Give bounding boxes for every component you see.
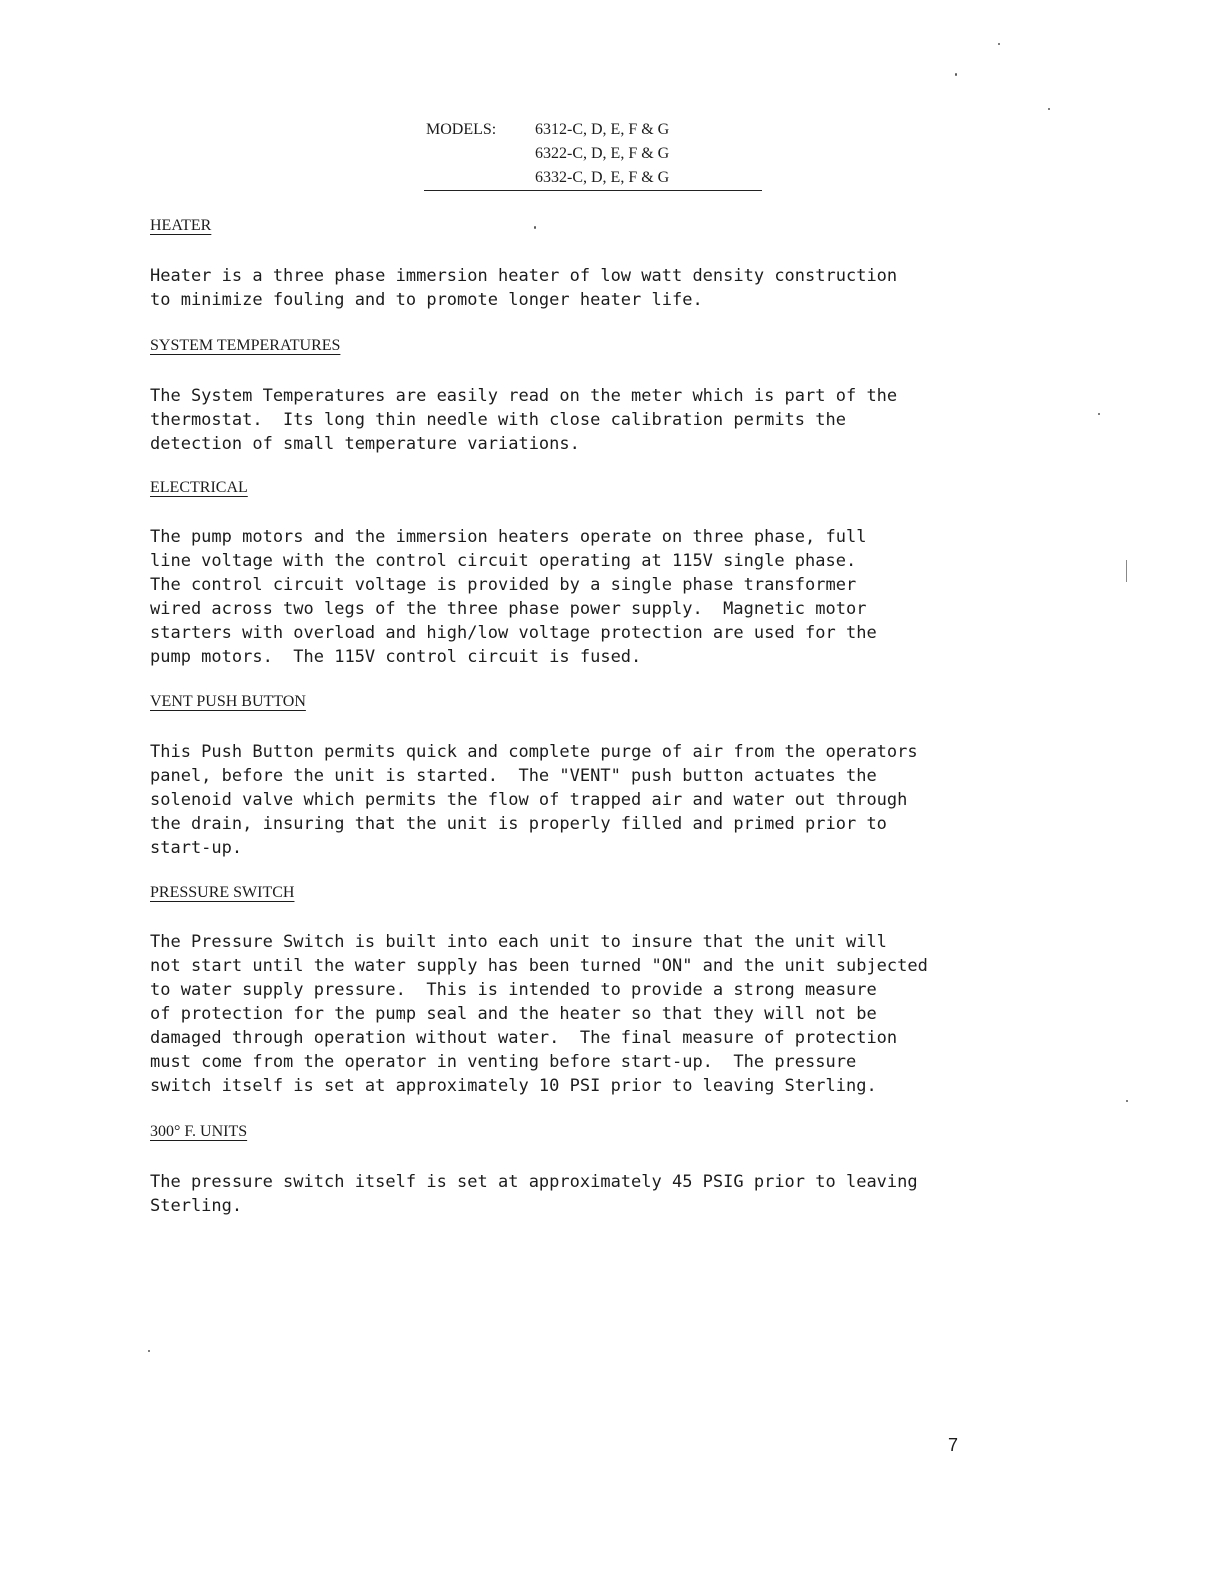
body-line: must come from the operator in venting before start-up. The pressure	[150, 1052, 857, 1072]
body-line: solenoid valve which permits the flow of trapped air and water out through	[150, 790, 908, 810]
body-line: Heater is a three phase immersion heater of low watt density construction	[150, 266, 898, 286]
models-row	[426, 142, 766, 166]
models-row	[426, 166, 766, 190]
body-line: to minimize fouling and to promote longer heater life.	[150, 290, 703, 310]
models-row	[426, 118, 766, 142]
scan-speck	[955, 73, 957, 76]
models-label: MODELS:	[426, 121, 497, 138]
scan-speck	[534, 226, 536, 229]
body-line: starters with overload and high/low voltage protection are used for the	[150, 623, 877, 643]
body-line: of protection for the pump seal and the heater so that they will not be	[150, 1004, 877, 1024]
body-line: The Pressure Switch is built into each unit to insure that the unit will	[150, 932, 887, 952]
scan-speck	[148, 1350, 150, 1352]
body-line: not start until the water supply has been turned "ON" and the unit subjected	[150, 956, 928, 976]
body-line: The control circuit voltage is provided by a single phase transformer	[150, 575, 857, 595]
scan-speck	[1048, 108, 1050, 110]
body-line: to water supply pressure. This is intended to provide a strong measure	[150, 980, 877, 1000]
body-line: The pump motors and the immersion heaters operate on three phase, full	[150, 527, 867, 547]
section-heading-electrical: ELECTRICAL	[150, 479, 248, 496]
model-line: 6312-C, D, E, F & G	[535, 121, 670, 138]
body-line: wired across two legs of the three phase power supply. Magnetic motor	[150, 599, 867, 619]
models-header	[426, 118, 766, 190]
section-body-300f-units	[150, 1170, 1080, 1218]
section-body-pressure-switch	[150, 930, 1080, 1098]
body-line: The pressure switch itself is set at approximately 45 PSIG prior to leaving	[150, 1172, 918, 1192]
page-number: 7	[948, 1435, 959, 1455]
section-heading-pressure-switch: PRESSURE SWITCH	[150, 884, 295, 901]
body-line: switch itself is set at approximately 10 PSI prior to leaving Sterling.	[150, 1076, 877, 1096]
scan-speck	[1098, 413, 1100, 415]
body-line: Sterling.	[150, 1196, 243, 1216]
section-heading-300f-units: 300° F. UNITS	[150, 1123, 248, 1140]
body-line: detection of small temperature variations.	[150, 434, 580, 454]
body-line: damaged through operation without water. The final measure of protection	[150, 1028, 898, 1048]
body-line: thermostat. Its long thin needle with close calibration permits the	[150, 410, 846, 430]
model-line: 6322-C, D, E, F & G	[535, 145, 670, 162]
body-line: the drain, insuring that the unit is properly filled and primed prior to	[150, 814, 887, 834]
body-line: pump motors. The 115V control circuit is fused.	[150, 647, 642, 667]
model-line: 6332-C, D, E, F & G	[535, 169, 670, 186]
section-body-heater	[150, 264, 1080, 312]
section-body-system-temperatures	[150, 384, 1080, 456]
header-rule	[424, 190, 762, 191]
section-heading-system-temperatures: SYSTEM TEMPERATURES	[150, 337, 341, 354]
section-body-electrical	[150, 525, 1080, 669]
body-line: panel, before the unit is started. The "VENT" push button actuates the	[150, 766, 877, 786]
scan-speck	[1126, 1100, 1128, 1102]
scan-speck	[1126, 560, 1127, 582]
body-line: The System Temperatures are easily read on the meter which is part of the	[150, 386, 898, 406]
body-line: This Push Button permits quick and complete purge of air from the operators	[150, 742, 918, 762]
section-heading-vent-push-button: VENT PUSH BUTTON	[150, 693, 306, 710]
section-heading-heater: HEATER	[150, 217, 212, 234]
body-line: start-up.	[150, 838, 243, 858]
section-body-vent-push-button	[150, 740, 1080, 860]
scan-speck	[998, 43, 1000, 45]
body-line: line voltage with the control circuit operating at 115V single phase.	[150, 551, 857, 571]
